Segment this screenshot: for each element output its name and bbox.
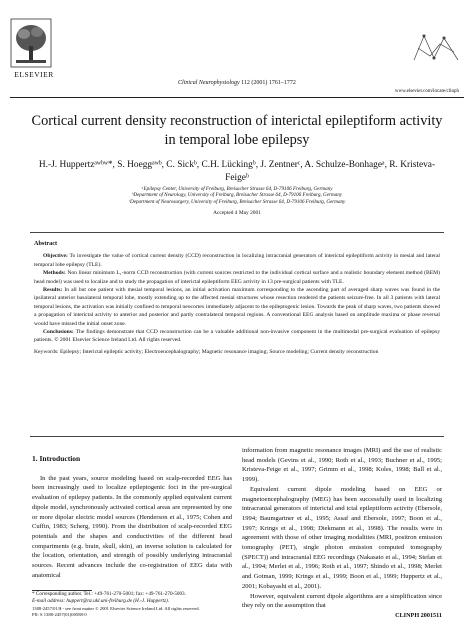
methods-label: Methods: — [43, 270, 66, 277]
header-divider — [10, 97, 464, 98]
results-label: Results: — [43, 287, 63, 294]
abstract-bottom-divider — [30, 436, 444, 437]
body-paragraph: information from magnetic resonance images (MRI) and the use of realistic head models (Gevins et al., 1990; Roth et al., 1993; Buchner et al., 1995; Kristeva-Feige et al., 1997; Grimm et al., 1998; Koles, 1998; Ball et al., 1999). — [242, 447, 442, 484]
copyright-line: 1388-2457/01/$ - see front matter © 2001 Elsevier Science Ireland Ltd. All rights reserved. — [32, 606, 200, 611]
footnotes — [32, 591, 237, 605]
abstract-block — [34, 240, 440, 356]
conclusions-label: Conclusions: — [43, 329, 74, 336]
affiliation-b: ᵇDepartment of Neurology, University of Freiburg, Breisacher Strasse 64, D-79106 Freiburg, Germany — [131, 192, 343, 199]
abstract-heading: Abstract — [34, 240, 58, 247]
objective-label: Objective: — [43, 253, 68, 260]
body-column-right — [242, 446, 442, 611]
affiliations — [20, 186, 454, 205]
affiliation-c: ᶜDepartment of Neurosurgery, University of Freiburg, Breisacher Strasse 64, D-79106 Freiburg, Germany — [128, 198, 346, 205]
methods-text: Non linear minimum L₁-norm CCD reconstruction (with current sources restricted to the individual cortical surface and a realistic boundary element method (BEM) head model) was used to localize and to study the propagation of interictal epileptiform EEG activity in 13 pre-surgical patients with TLE. — [34, 270, 440, 285]
abstract-results — [34, 286, 440, 328]
article-title: Cortical current density reconstruction of interictal epileptiform activity in temporal lobe epilepsy — [31, 113, 443, 148]
affiliation-a: ᵃEpilepsy Center, University of Freiburg, Breisacher Strasse 64, D-79106 Freiburg, Germany — [141, 186, 333, 192]
corresponding-author-note: * Corresponding author. Tel.: +49-761-270-5001; fax: +49-761-270-5003. — [32, 591, 186, 597]
email-note[interactable]: E-mail address: huppert@nz.ukl.uni-freiburg.de (H.-J. Huppertz). — [32, 598, 170, 605]
abstract-conclusions — [34, 328, 440, 345]
conclusions-text: The findings demonstrate that CCD reconstruction can be a valuable additional non-invasive component in the multimodal pre-surgical evaluation of epilepsy patients. © 2001 Elsevier Science Ireland Ltd. All rights reserved. — [34, 329, 440, 344]
section-heading: 1. Introduction — [32, 454, 81, 463]
keywords: Keywords: Epilepsy; Interictal epileptic activity; Electroencephalography; Magnetic resonance imaging; Source modeling; Current density reconstruction — [34, 348, 379, 355]
body-column-left — [32, 446, 232, 580]
article-code: CLINPH 2001511 — [395, 612, 442, 619]
copyright-footer — [32, 606, 362, 618]
accepted-date: Accepted 4 May 2001 — [213, 210, 261, 216]
abstract-top-divider — [30, 232, 444, 233]
pii-line: PII: S 1388-2457(01)00588-0 — [32, 612, 87, 618]
journal-url[interactable]: www.elsevier.com/locate/clinph — [394, 89, 459, 94]
objective-text: To investigate the value of cortical current density (CCD) reconstruction in localizing intracranial generators of interictal epileptiform activity in mesial and lateral temporal lobe epilepsy (TLE). — [34, 253, 440, 268]
abstract-methods — [34, 269, 440, 286]
elsevier-tree-logo — [10, 18, 52, 68]
body-paragraph: However, equivalent current dipole algorithms are a simplification since they rely on the assumption that — [242, 592, 442, 610]
journal-volume: 112 (2001) 1761–1772 — [239, 80, 296, 86]
body-paragraph: In the past years, source modeling based on scalp-recorded EEG has been increasingly used to localize epileptogenic foci in the pre-surgical evaluation of epilepsy patients. In the commonly applied equivalent current dipole model, synchronously activated cortical areas are represented by one or more dipolar electric model sources (Henderson et al., 1975; Cohen and Cuffin, 1983; Scherg, 1990). From the distribution of scalp-recorded EEG potentials and the shapes and conductivities of the different head compartments (e.g. brain, skull, skin), an inverse solution is calculated for the location, orientation, and strength of possibly underlying intracranial sources. Recent advances include the co-registration of EEG data with anatomical — [32, 474, 232, 579]
journal-citation — [0, 80, 474, 86]
author-list: H.-J. Huppertzᵃʷᵇʷ*, S. Hoeggᵃʷᵇ, C. Sickᵇ, C.H. Lückingᵇ, J. Zentnerᶜ, A. Schulze-Bonhageᵃ, R. Kristeva-Feigeᵇ — [38, 160, 436, 183]
publisher-name: ELSEVIER — [14, 70, 54, 79]
journal-emblem-logo — [410, 30, 462, 66]
body-paragraph: Equivalent current dipole modeling based on EEG or magnetoencephalography (MEG) has been successfully used in localizing intracranial generators of interictal and ictal epileptiform activity (Ebersole, 1994; Baumgartner et al., 1995; Assaf and Ebersole, 1997; Boon et al., 1997; Krings et al., 1998; Diekmann et al., 1998). The results were in agreement with those of other imaging modalities (MRI, positron emission tomography (PET), single photon emission computed tomography (SPECT)) and intracranial EEG recordings (Nakasato et al., 1994; Stefan et al., 1994; Merlet et al., 1996; Roth et al., 1997; Shindo et al., 1998; Merlet and Gotman, 1999; Krings et al., 1999; Boon et al., 1999; Huppertz et al., 2001; Kobayashi et al., 2001). — [242, 485, 442, 590]
abstract-objective — [34, 252, 440, 269]
results-text: In all but one patient with mesial temporal lesions, an initial activation maximum corresponding to the ascending part of averaged sharp waves was found in the ipsilateral anterior basolateral temporal lobe, mostly extending up to the affected mesial structures whose resection rendered the patients seizure-free. In all 3 patients with lateral temporal lesions, the activation was initially confined to temporal neocortex immediately adjacent to the epileptogenic lesion. Towards the peak of sharp waves, two patients showed a propagation of interictal activity to anterior and posterior and partly contralateral temporal regions. A conventional EEG analysis based on amplitude maxima or phase reversal would have missed the initial onset zone. — [34, 287, 440, 327]
journal-name: Clinical Neurophysiology — [178, 80, 240, 86]
